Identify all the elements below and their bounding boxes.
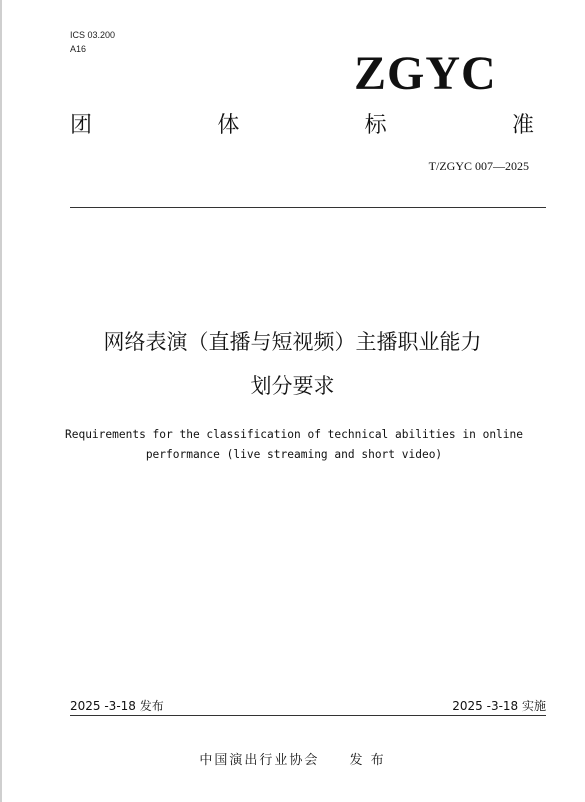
publisher-name: 中国演出行业协会	[199, 753, 320, 768]
standard-number: T/ZGYC 007—2025	[428, 159, 529, 173]
english-title-line: performance (live streaming and short video)	[145, 448, 443, 461]
brand-logo: ZGYC	[354, 47, 497, 100]
english-title	[40, 425, 548, 465]
english-title-line: Requirements for the classification of technical abilities in online	[64, 428, 523, 441]
release-date: 2025 -3-18 发布	[70, 699, 164, 713]
ccs-code: A16	[70, 44, 87, 54]
page-left-border	[0, 0, 2, 802]
chinese-title-line: 网络表演（直播与短视频）主播职业能力	[103, 330, 482, 354]
standard-type	[70, 112, 534, 140]
ics-code: ICS 03.200	[70, 30, 116, 40]
chinese-title	[40, 320, 545, 408]
publish-label: 发 布	[349, 753, 386, 768]
standard-type-char: 团	[70, 113, 93, 138]
standard-type-char: 体	[217, 113, 240, 138]
standard-type-char: 标	[364, 113, 387, 138]
chinese-title-line: 划分要求	[250, 374, 335, 398]
implementation-date: 2025 -3-18 实施	[452, 699, 546, 713]
publisher-line	[0, 752, 585, 770]
footer-divider	[70, 715, 546, 716]
header-divider	[70, 207, 546, 208]
standard-type-char: 准	[511, 113, 534, 138]
classification-codes	[70, 28, 115, 56]
date-row	[70, 698, 546, 714]
